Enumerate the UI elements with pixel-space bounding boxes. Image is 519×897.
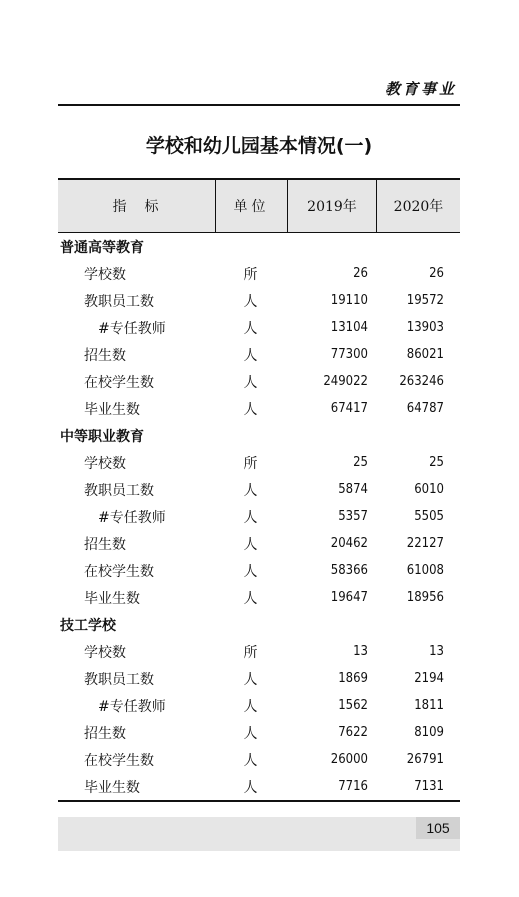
- column-header-indicator: 指 标: [58, 180, 216, 232]
- category-label: 中等职业教育: [60, 428, 144, 445]
- value-2019-cell: 77300: [330, 347, 368, 362]
- table-row: [58, 584, 460, 611]
- indicator-cell: 在校学生数: [84, 563, 154, 580]
- table-row: [58, 665, 460, 692]
- unit-cell: 人: [243, 725, 258, 742]
- category-row: [58, 422, 460, 449]
- value-2020-cell: 2194: [414, 671, 444, 686]
- value-2020-cell: 5505: [414, 509, 444, 524]
- value-2019-cell: 13: [353, 644, 368, 659]
- indicator-cell: 毕业生数: [84, 401, 140, 418]
- value-2020-cell: 19572: [406, 293, 444, 308]
- indicator-cell: #专任教师: [98, 509, 166, 526]
- value-2020-cell: 13903: [406, 320, 444, 335]
- value-2020-cell: 61008: [406, 563, 444, 578]
- unit-cell: 人: [243, 590, 258, 607]
- indicator-cell: 学校数: [84, 266, 126, 283]
- table-row: [58, 719, 460, 746]
- indicator-cell: 招生数: [84, 725, 126, 742]
- value-2019-cell: 67417: [330, 401, 368, 416]
- value-2019-cell: 1562: [338, 698, 368, 713]
- page-number: 105: [416, 817, 460, 839]
- unit-cell: 所: [243, 455, 258, 472]
- header-rule: [58, 104, 460, 106]
- indicator-cell: #专任教师: [98, 320, 166, 337]
- value-2020-cell: 22127: [406, 536, 444, 551]
- unit-cell: 人: [243, 401, 258, 418]
- table-row: [58, 773, 460, 800]
- indicator-cell: 招生数: [84, 347, 126, 364]
- unit-cell: 人: [243, 671, 258, 688]
- unit-cell: 人: [243, 779, 258, 796]
- table-row: [58, 395, 460, 422]
- category-row: [58, 611, 460, 638]
- value-2020-cell: 263246: [399, 374, 444, 389]
- unit-cell: 人: [243, 536, 258, 553]
- footer-bar: [58, 817, 460, 851]
- value-2019-cell: 58366: [330, 563, 368, 578]
- unit-cell: 人: [243, 752, 258, 769]
- unit-cell: 人: [243, 374, 258, 391]
- value-2020-cell: 18956: [406, 590, 444, 605]
- table-row: [58, 557, 460, 584]
- category-label: 技工学校: [60, 617, 116, 634]
- unit-cell: 人: [243, 320, 258, 337]
- indicator-cell: 在校学生数: [84, 374, 154, 391]
- value-2019-cell: 19110: [330, 293, 368, 308]
- indicator-cell: 毕业生数: [84, 779, 140, 796]
- table-row: [58, 341, 460, 368]
- value-2019-cell: 13104: [330, 320, 368, 335]
- indicator-cell: 在校学生数: [84, 752, 154, 769]
- value-2020-cell: 13: [429, 644, 444, 659]
- value-2019-cell: 25: [353, 455, 368, 470]
- unit-cell: 人: [243, 482, 258, 499]
- value-2019-cell: 249022: [323, 374, 368, 389]
- indicator-cell: 招生数: [84, 536, 126, 553]
- indicator-cell: 教职员工数: [84, 293, 154, 310]
- column-header-unit: 单位: [216, 180, 288, 232]
- category-label: 普通高等教育: [60, 239, 144, 256]
- unit-cell: 所: [243, 266, 258, 283]
- table-row: [58, 287, 460, 314]
- value-2020-cell: 26: [429, 266, 444, 281]
- value-2020-cell: 86021: [406, 347, 444, 362]
- page-title: 学校和幼儿园基本情况(一): [145, 135, 373, 157]
- table-row: [58, 692, 460, 719]
- unit-cell: 人: [243, 509, 258, 526]
- unit-cell: 人: [243, 293, 258, 310]
- indicator-cell: 教职员工数: [84, 482, 154, 499]
- section-header: 教育事业: [384, 80, 457, 98]
- value-2019-cell: 20462: [330, 536, 368, 551]
- table-row: [58, 503, 460, 530]
- indicator-cell: #专任教师: [98, 698, 166, 715]
- value-2019-cell: 5874: [338, 482, 368, 497]
- unit-cell: 人: [243, 347, 258, 364]
- value-2020-cell: 8109: [414, 725, 444, 740]
- value-2020-cell: 7131: [414, 779, 444, 794]
- column-header-2020: 2020年: [393, 199, 444, 215]
- table-bottom-rule: [58, 800, 460, 802]
- value-2019-cell: 5357: [338, 509, 368, 524]
- table-row: [58, 449, 460, 476]
- indicator-cell: 毕业生数: [84, 590, 140, 607]
- value-2020-cell: 25: [429, 455, 444, 470]
- statistics-table: [58, 178, 460, 802]
- value-2020-cell: 64787: [406, 401, 444, 416]
- table-header: [58, 178, 460, 233]
- indicator-cell: 学校数: [84, 455, 126, 472]
- value-2020-cell: 6010: [414, 482, 444, 497]
- unit-cell: 人: [243, 563, 258, 580]
- table-body: [58, 233, 460, 800]
- unit-cell: 人: [243, 698, 258, 715]
- value-2019-cell: 26000: [330, 752, 368, 767]
- table-row: [58, 260, 460, 287]
- value-2019-cell: 19647: [330, 590, 368, 605]
- table-row: [58, 368, 460, 395]
- value-2019-cell: 7622: [338, 725, 368, 740]
- column-header-2019: 2019年: [288, 180, 377, 232]
- table-row: [58, 476, 460, 503]
- value-2020-cell: 1811: [414, 698, 444, 713]
- value-2020-cell: 26791: [406, 752, 444, 767]
- indicator-cell: 教职员工数: [84, 671, 154, 688]
- category-row: [58, 233, 460, 260]
- table-row: [58, 314, 460, 341]
- indicator-cell: 学校数: [84, 644, 126, 661]
- table-row: [58, 530, 460, 557]
- table-row: [58, 638, 460, 665]
- unit-cell: 所: [243, 644, 258, 661]
- value-2019-cell: 7716: [338, 779, 368, 794]
- table-row: [58, 746, 460, 773]
- value-2019-cell: 1869: [338, 671, 368, 686]
- value-2019-cell: 26: [353, 266, 368, 281]
